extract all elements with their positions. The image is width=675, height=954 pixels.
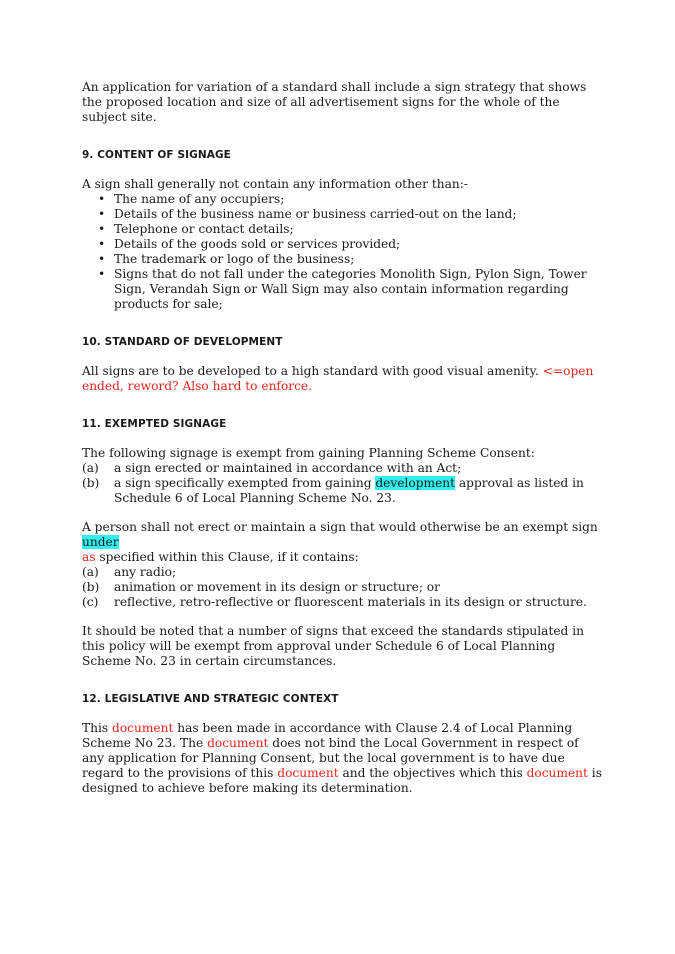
list-item: • Details of the business name or business carried-out on the land;: [98, 207, 602, 222]
tracked-change: document: [277, 766, 339, 780]
tracked-change: document: [526, 766, 588, 780]
list-text: reflective, retro-reflective or fluorescent materials in its design or structure.: [114, 595, 587, 609]
list-item: • The trademark or logo of the business;: [98, 252, 602, 267]
tracked-change: document: [207, 736, 269, 750]
tracked-change: document: [112, 721, 174, 735]
list-item: • Signs that do not fall under the categories Monolith Sign, Pylon Sign, Tower Sign, Verandah Sign or Wall Sign may also contain information regarding products for sale;: [98, 267, 602, 312]
paragraph-text: All signs are to be developed to a high standard with good visual amenity.: [82, 364, 543, 378]
section-heading: 10. STANDARD OF DEVELOPMENT: [82, 336, 283, 348]
section-paragraph: [82, 364, 602, 394]
list-marker: (b): [82, 580, 100, 594]
section-heading: 12. LEGISLATIVE AND STRATEGIC CONTEXT: [82, 693, 339, 705]
list-item: [82, 580, 602, 595]
section-paragraph: [82, 721, 602, 796]
section-paragraph: It should be noted that a number of signs that exceed the standards stipulated in this policy will be exempt from approval under Schedule 6 of Local Planning Scheme No. 23 in certain circumstances.: [82, 624, 584, 668]
section-lead: A sign shall generally not contain any information other than:-: [82, 177, 468, 191]
highlighted-word: under: [82, 535, 119, 549]
section-heading: 11. EXEMPTED SIGNAGE: [82, 418, 227, 430]
section-exempted-signage: [82, 417, 602, 669]
list-text: any radio;: [114, 565, 177, 579]
tracked-change: as: [82, 550, 96, 564]
list-text: a sign erected or maintained in accordance with an Act;: [114, 461, 462, 475]
list-item: [82, 565, 602, 580]
text-run: and the objectives which this: [338, 766, 527, 780]
bullet-list: [82, 192, 602, 312]
section-paragraph: [82, 520, 602, 565]
list-item: [82, 476, 602, 506]
section-content-of-signage: [82, 148, 602, 312]
list-item: [82, 595, 602, 610]
section-heading: 9. CONTENT OF SIGNAGE: [82, 149, 231, 161]
list-marker: (c): [82, 595, 99, 609]
section-standard-of-development: [82, 335, 602, 394]
text-run: does not bind the Local Government in respect of any application for Planning Consent, but the local government is to have due regard to the provisions of this: [82, 736, 579, 780]
list-marker: (b): [82, 476, 100, 490]
text-run: A person shall not erect or maintain a sign that would otherwise be an exempt sign: [82, 520, 598, 534]
list-text: animation or movement in its design or structure; or: [114, 580, 440, 594]
text-run: approval as listed in Schedule 6 of Local Planning Scheme No. 23.: [114, 476, 584, 505]
text-run: specified within this Clause, if it contains:: [95, 550, 359, 564]
text-run: is designed to achieve before making its determination.: [82, 766, 602, 795]
list-item: [82, 461, 602, 476]
text-run: has been made in accordance with Clause 2.4 of Local Planning Scheme No 23. The: [82, 721, 573, 750]
review-comment: <=open ended, reword? Also hard to enforce.: [82, 364, 594, 393]
list-item: • Telephone or contact details;: [98, 222, 602, 237]
section-legislative-context: [82, 692, 602, 796]
list-text: [114, 476, 602, 506]
highlighted-word: development: [375, 476, 456, 490]
exempt-list: [82, 461, 602, 506]
document-page: [82, 80, 602, 796]
contains-list: [82, 565, 602, 610]
list-marker: (a): [82, 461, 99, 475]
text-run: a sign specifically exempted from gaining: [114, 476, 376, 490]
list-item: • Details of the goods sold or services provided;: [98, 237, 602, 252]
intro-paragraph: An application for variation of a standard shall include a sign strategy that shows the proposed location and size of all advertisement signs for the whole of the subject site.: [82, 80, 587, 124]
text-run: This: [82, 721, 113, 735]
section-lead: The following signage is exempt from gaining Planning Scheme Consent:: [82, 446, 535, 460]
list-item: • The name of any occupiers;: [98, 192, 602, 207]
list-marker: (a): [82, 565, 99, 579]
